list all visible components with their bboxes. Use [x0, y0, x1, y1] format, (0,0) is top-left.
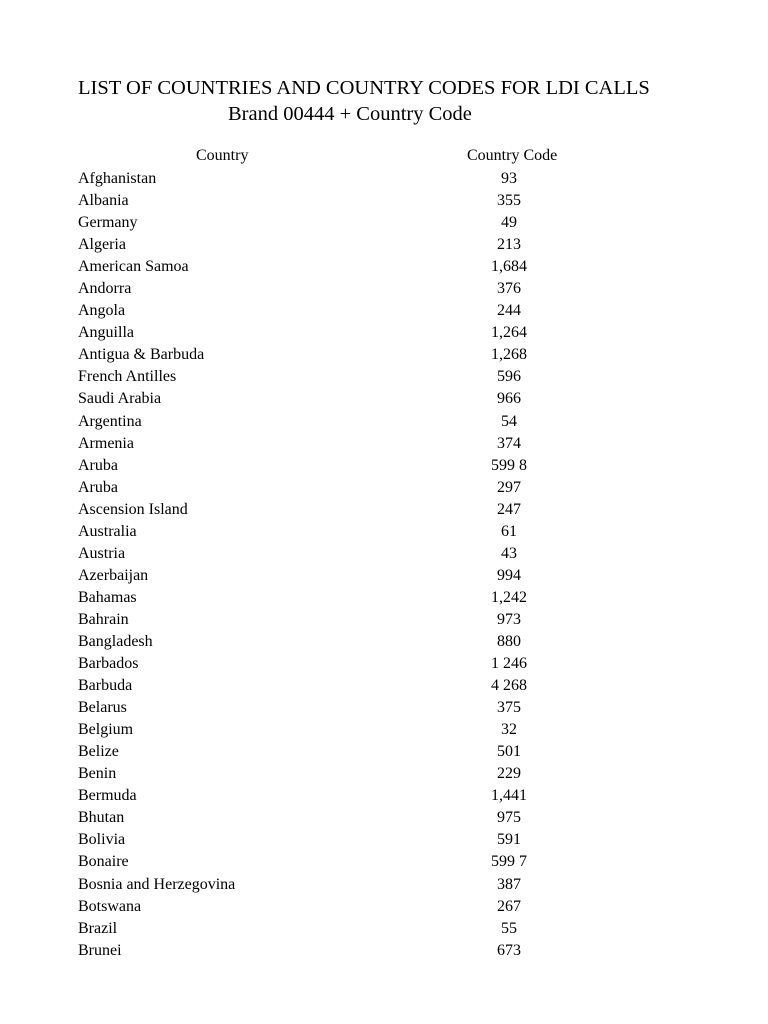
table-row	[0, 366, 768, 388]
table-row	[0, 455, 768, 477]
table-row	[0, 300, 768, 322]
country-code: 880	[497, 632, 521, 650]
table-row	[0, 388, 768, 410]
table-row	[0, 609, 768, 631]
table-row	[0, 212, 768, 234]
table-row	[0, 565, 768, 587]
document-subtitle: Brand 00444 + Country Code	[228, 103, 472, 125]
table-row	[0, 763, 768, 785]
table-row	[0, 587, 768, 609]
country-code: 229	[497, 765, 521, 783]
table-row	[0, 785, 768, 807]
table-row	[0, 234, 768, 256]
country-name: Germany	[78, 214, 138, 232]
table-row	[0, 631, 768, 653]
country-name: Angola	[78, 302, 126, 320]
country-code: 54	[501, 412, 517, 430]
country-code: 1,264	[491, 324, 527, 342]
country-code: 1 246	[491, 655, 527, 673]
country-name: Andorra	[78, 280, 132, 298]
country-name: Bahamas	[78, 588, 137, 606]
country-code: 1,242	[491, 588, 527, 606]
country-code: 966	[497, 390, 521, 408]
table-row	[0, 344, 768, 366]
country-code: 387	[497, 875, 521, 893]
country-name: Antigua & Barbuda	[78, 346, 205, 364]
table-row	[0, 741, 768, 763]
country-code: 61	[501, 522, 517, 540]
country-name: Belgium	[78, 721, 134, 739]
country-code: 355	[497, 192, 521, 210]
column-header-country-code: Country Code	[467, 147, 558, 164]
country-name: Azerbaijan	[78, 566, 149, 584]
country-code-table	[0, 168, 768, 962]
country-name: Botswana	[78, 897, 142, 915]
country-name: Bonaire	[78, 853, 129, 871]
country-name: Algeria	[78, 236, 126, 254]
country-code: 374	[497, 434, 521, 452]
country-code: 43	[501, 544, 517, 562]
country-code: 1,268	[491, 346, 527, 364]
table-row	[0, 543, 768, 565]
country-name: Afghanistan	[78, 170, 157, 187]
country-name: Saudi Arabia	[78, 390, 162, 408]
table-row	[0, 190, 768, 212]
table-row	[0, 256, 768, 278]
table-row	[0, 675, 768, 697]
table-row	[0, 278, 768, 300]
country-name: Bangladesh	[78, 632, 153, 650]
country-code: 673	[497, 941, 521, 959]
country-name: Bermuda	[78, 787, 137, 805]
country-code: 1,684	[491, 258, 527, 276]
column-header-country: Country	[196, 147, 249, 164]
document-title: LIST OF COUNTRIES AND COUNTRY CODES FOR LDI CALLS	[78, 77, 650, 99]
table-row	[0, 697, 768, 719]
country-name: French Antilles	[78, 368, 177, 386]
country-name: Albania	[78, 192, 129, 210]
country-code: 975	[497, 809, 521, 827]
country-name: Argentina	[78, 412, 142, 430]
country-code: 49	[501, 214, 517, 232]
country-name: Brazil	[78, 919, 118, 937]
country-code: 973	[497, 610, 521, 628]
country-code: 591	[497, 831, 521, 849]
table-row	[0, 896, 768, 918]
country-name: Bosnia and Herzegovina	[78, 875, 236, 893]
country-code: 599 8	[491, 456, 527, 474]
table-row	[0, 433, 768, 455]
country-code: 32	[501, 721, 517, 739]
country-name: Bahrain	[78, 610, 129, 628]
table-row	[0, 653, 768, 675]
country-name: Bolivia	[78, 831, 126, 849]
table-row	[0, 521, 768, 543]
table-row	[0, 477, 768, 499]
table-row	[0, 918, 768, 940]
table-row	[0, 322, 768, 344]
table-row	[0, 940, 768, 962]
country-code: 1,441	[491, 787, 527, 805]
table-row	[0, 807, 768, 829]
country-code: 599 7	[491, 853, 527, 871]
country-code: 93	[501, 170, 517, 187]
country-name: Barbados	[78, 655, 139, 673]
country-name: Brunei	[78, 941, 122, 959]
table-row	[0, 168, 768, 190]
country-code: 596	[497, 368, 521, 386]
country-name: Armenia	[78, 434, 134, 452]
country-name: Benin	[78, 765, 117, 783]
country-code: 4 268	[491, 677, 527, 695]
country-name: Aruba	[78, 478, 118, 496]
country-name: Belarus	[78, 699, 127, 717]
table-row	[0, 851, 768, 873]
country-name: Bhutan	[78, 809, 125, 827]
country-code: 375	[497, 699, 521, 717]
country-name: Austria	[78, 544, 126, 562]
country-code: 501	[497, 743, 521, 761]
country-code: 55	[501, 919, 517, 937]
country-code: 244	[497, 302, 521, 320]
country-code: 213	[497, 236, 521, 254]
country-name: Aruba	[78, 456, 118, 474]
country-name: Barbuda	[78, 677, 133, 695]
table-row	[0, 874, 768, 896]
country-code: 247	[497, 500, 521, 518]
table-row	[0, 499, 768, 521]
country-name: American Samoa	[78, 258, 189, 276]
country-name: Anguilla	[78, 324, 134, 342]
country-code: 994	[497, 566, 521, 584]
country-code: 297	[497, 478, 521, 496]
country-name: Australia	[78, 522, 137, 540]
country-code: 267	[497, 897, 521, 915]
country-code: 376	[497, 280, 521, 298]
country-name: Ascension Island	[78, 500, 188, 518]
country-name: Belize	[78, 743, 119, 761]
table-row	[0, 829, 768, 851]
table-row	[0, 411, 768, 433]
table-row	[0, 719, 768, 741]
